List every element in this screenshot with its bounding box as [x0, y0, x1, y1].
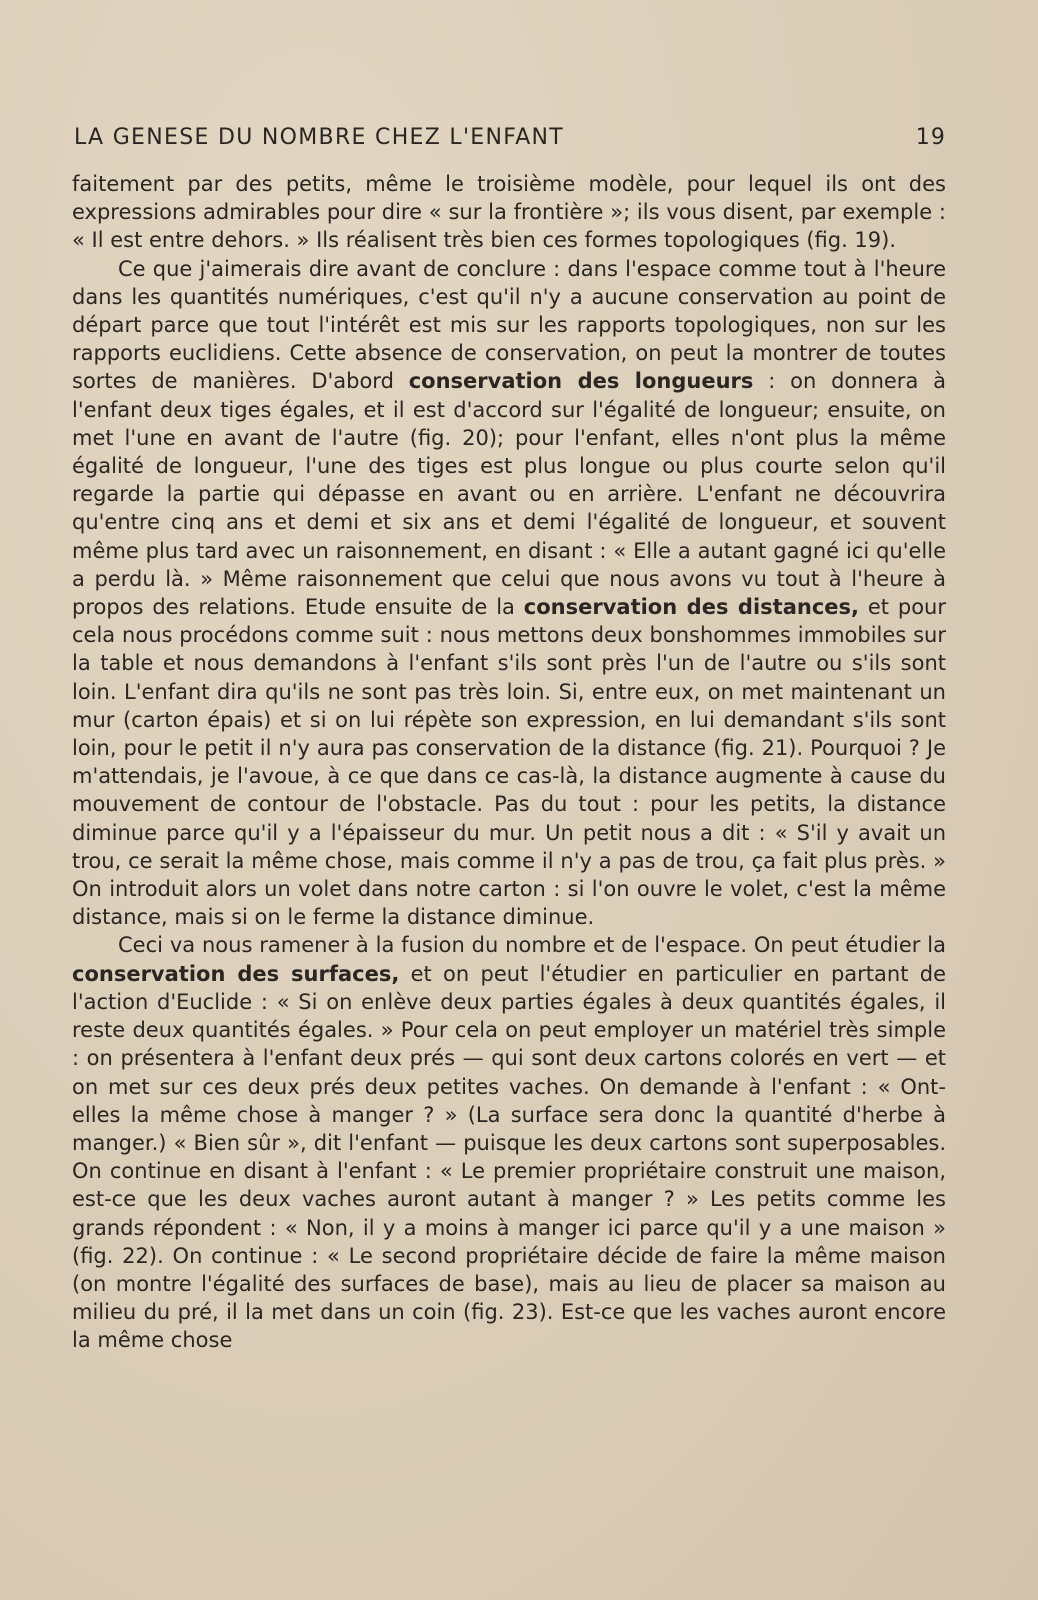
running-title: LA GENESE DU NOMBRE CHEZ L'ENFANT: [74, 125, 565, 150]
page-header: [74, 110, 946, 150]
paragraph-3-text-c: et on peut l'étudier en particulier en partant de l'action d'Euclide : « Si on enlève deux parties égales à deux quantités égales, il reste deux quantités égales. » Pour cela on peut employer un matériel très simple : on présentera à l'enfant deux prés — qui sont deux cartons colorés en vert — et on met sur ces deux prés deux petites vaches. On demande à l'enfant : « Ont-elles la même chose à manger ? » (La surface sera donc la quantité d'herbe à manger.) « Bien sûr », dit l'enfant — puisque les deux cartons sont superposables. On continue en disant à l'enfant : « Le premier propriétaire construit une maison, est-ce que les deux vaches auront autant à manger ? » Les petits comme les grands répondent : « Non, il y a moins à manger ici parce qu'il y a une maison » (fig. 22). On continue : « Le second propriétaire décide de faire la même maison (on montre l'égalité des surfaces de base), mais au lieu de placer sa maison au milieu du pré, il la met dans un coin (fig. 23). Est-ce que les vaches auront encore la même chose: [72, 961, 946, 1353]
term-conservation-surfaces: conservation des surfaces,: [72, 961, 400, 986]
term-conservation-longueurs: conservation des longueurs: [408, 369, 754, 394]
paragraph-2-text-a: Ce que j'aimerais dire avant de conclure : dans l'espace comme tout à l'heure dans les quantités numériques, c'est qu'il n'y a aucune conservation au point de départ parce que tout l'intérêt est mis sur les rapports topologiques, non sur les rapports euclidiens. Cette absence de conservation, on peut la montrer de toutes sortes de manières. D'abord: [72, 256, 946, 394]
paragraph-2-text-e: et pour cela nous procédons comme suit : nous mettons deux bonshommes immobiles sur la table et nous demandons à l'enfant s'ils sont près l'un de l'autre ou s'ils sont loin. L'enfant dira qu'ils ne sont pas très loin. Si, entre eux, on met maintenant un mur (carton épais) et si on lui répète son expression, en lui demandant s'ils sont loin, pour le petit il n'y aura pas conservation de la distance (fig. 21). Pourquoi ? Je m'attendais, je l'avoue, à ce que dans ce cas-là, la distance augmente à cause du mouvement de contour de l'obstacle. Pas du tout : pour les petits, la distance diminue parce qu'il y a l'épaisseur du mur. Un petit nous a dit : « S'il y avait un trou, ce serait la même chose, mais comme il n'y a pas de trou, ça fait plus près. » On introduit alors un volet dans notre carton : si l'on ouvre le volet, c'est la même distance, mais si on le ferme la distance diminue.: [72, 595, 946, 930]
term-conservation-distances: conservation des distances,: [523, 595, 859, 620]
page-number: 19: [915, 125, 946, 150]
paragraph-2-text-c: : on donnera à l'enfant deux tiges égales, et il est d'accord sur l'égalité de longueur; ensuite, on met l'une en avant de l'autre (fig. 20); pour l'enfant, elles n'ont plus la même égalité de longueur, l'une des tiges est plus longue ou plus courte selon qu'il regarde la partie qui dépasse en avant ou en arrière. L'enfant ne découvrira qu'entre cinq ans et demi et six ans et demi l'égalité de longueur, et souvent même plus tard avec un raisonnement, en disant : « Elle a autant gagné ici qu'elle a perdu là. » Même raisonnement que celui que nous avons vu tout à l'heure à propos des relations. Etude ensuite de la: [72, 369, 946, 620]
paragraph-2: [72, 255, 946, 932]
paragraph-3-text-a: Ceci va nous ramener à la fusion du nombre et de l'espace. On peut étudier la: [118, 933, 946, 958]
paragraph-3: [72, 931, 946, 1354]
paragraph-1: [72, 170, 946, 255]
paragraph-1-text: faitement par des petits, même le troisième modèle, pour lequel ils ont des expressions admirables pour dire « sur la frontière »; ils vous disent, par exemple : « Il est entre dehors. » Ils réalisent très bien ces formes topologiques (fig. 19).: [72, 172, 946, 253]
body-text: [72, 170, 946, 1355]
